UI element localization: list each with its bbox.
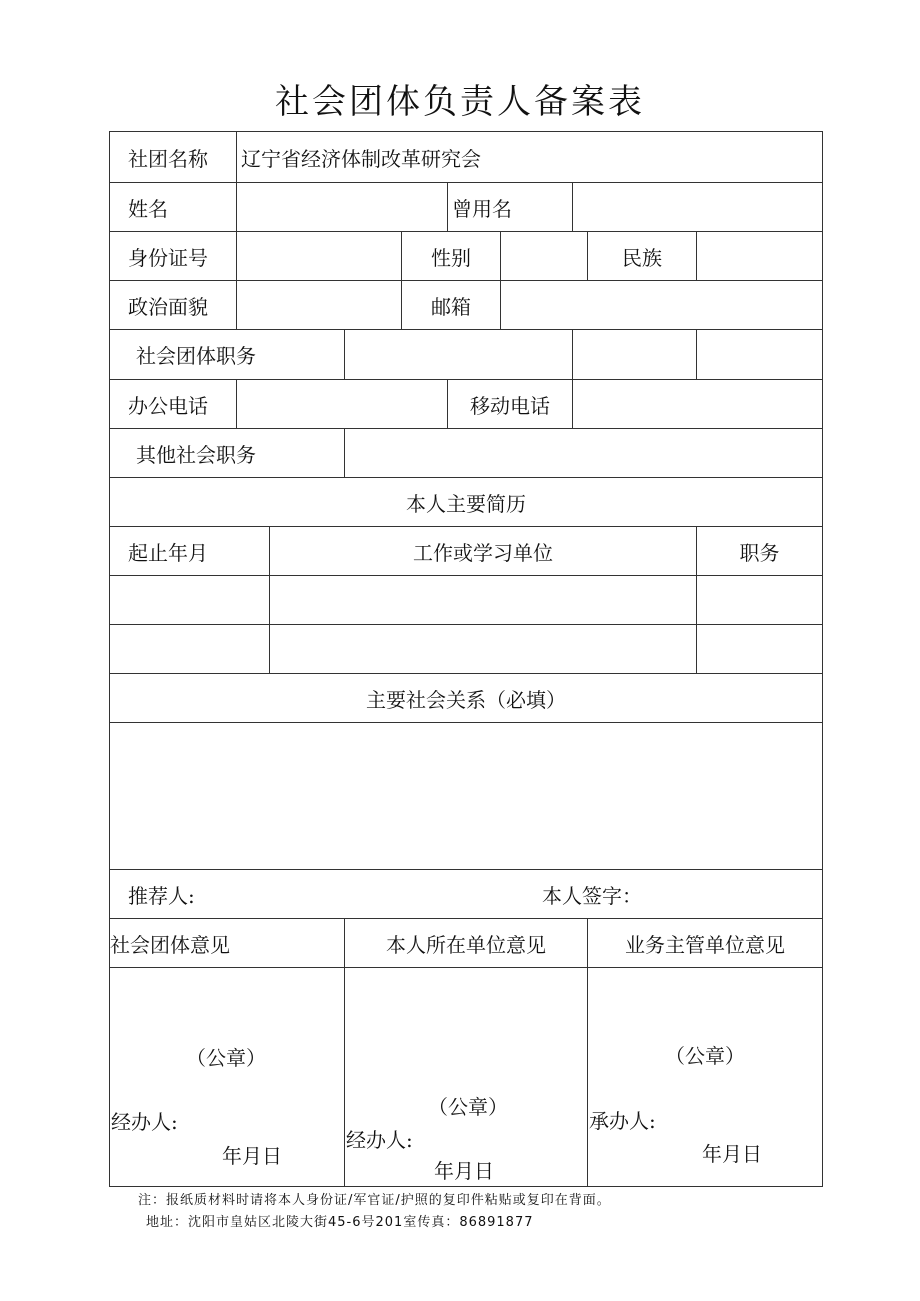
mobile-field[interactable] — [572, 379, 823, 429]
relations-field[interactable] — [109, 722, 823, 870]
employer-opinion-seal: （公章） — [428, 1095, 508, 1119]
email-label: 邮箱 — [401, 280, 501, 330]
org-position-field-3[interactable] — [696, 329, 823, 380]
employer-opinion-box[interactable] — [344, 967, 588, 1187]
resume-position-header: 职务 — [696, 526, 823, 576]
org-position-label: 社会团体职务 — [109, 329, 345, 380]
recommender-label: 推荐人: — [128, 883, 195, 908]
supervisor-opinion-date: 年月日 — [702, 1142, 762, 1166]
employer-opinion-header: 本人所在单位意见 — [344, 918, 588, 968]
page-title: 社会团体负责人备案表 — [275, 82, 645, 122]
former-name-field[interactable] — [572, 182, 823, 232]
org-opinion-date: 年月日 — [222, 1144, 282, 1168]
id-number-label: 身份证号 — [109, 231, 237, 281]
org-opinion-header: 社会团体意见 — [109, 918, 345, 968]
supervisor-opinion-header: 业务主管单位意见 — [587, 918, 823, 968]
resume-row-2-period[interactable] — [109, 624, 270, 674]
employer-opinion-handler: 经办人: — [346, 1128, 413, 1152]
resume-row-2-unit[interactable] — [269, 624, 697, 674]
political-status-label: 政治面貌 — [109, 280, 237, 330]
former-name-label: 曾用名 — [447, 182, 573, 232]
gender-field[interactable] — [500, 231, 588, 281]
org-name-value[interactable]: 辽宁省经济体制改革研究会 — [236, 131, 823, 183]
resume-unit-header: 工作或学习单位 — [269, 526, 697, 576]
recommender-row — [109, 869, 823, 919]
resume-row-2-position[interactable] — [696, 624, 823, 674]
relations-title: 主要社会关系（必填） — [109, 673, 823, 723]
resume-row-1-period[interactable] — [109, 575, 270, 625]
footer-address: 地址：沈阳市皇姑区北陵大街45-6号201室传真：86891877 — [146, 1215, 534, 1230]
email-field[interactable] — [500, 280, 823, 330]
org-opinion-handler: 经办人: — [111, 1110, 178, 1134]
resume-period-header: 起止年月 — [109, 526, 270, 576]
org-name-label: 社团名称 — [109, 131, 237, 183]
supervisor-opinion-seal: （公章） — [665, 1044, 745, 1068]
office-phone-label: 办公电话 — [109, 379, 237, 429]
signature-label: 本人签字： — [542, 883, 642, 908]
resume-row-1-position[interactable] — [696, 575, 823, 625]
resume-row-1-unit[interactable] — [269, 575, 697, 625]
name-field[interactable] — [236, 182, 448, 232]
id-number-field[interactable] — [236, 231, 402, 281]
supervisor-opinion-undertaker: 承办人: — [589, 1109, 656, 1133]
office-phone-field[interactable] — [236, 379, 448, 429]
footer-note: 注：报纸质材料时请将本人身份证/军官证/护照的复印件粘贴或复印在背面。 — [138, 1193, 611, 1208]
other-position-field[interactable] — [344, 428, 823, 478]
resume-title: 本人主要简历 — [109, 477, 823, 527]
other-position-label: 其他社会职务 — [109, 428, 345, 478]
org-position-field-2[interactable] — [572, 329, 697, 380]
political-status-field[interactable] — [236, 280, 402, 330]
employer-opinion-date: 年月日 — [434, 1159, 494, 1183]
name-label: 姓名 — [109, 182, 237, 232]
org-opinion-seal: （公章） — [186, 1046, 266, 1070]
ethnicity-field[interactable] — [696, 231, 823, 281]
mobile-label: 移动电话 — [447, 379, 573, 429]
org-position-field-1[interactable] — [344, 329, 573, 380]
gender-label: 性别 — [401, 231, 501, 281]
ethnicity-label: 民族 — [587, 231, 697, 281]
